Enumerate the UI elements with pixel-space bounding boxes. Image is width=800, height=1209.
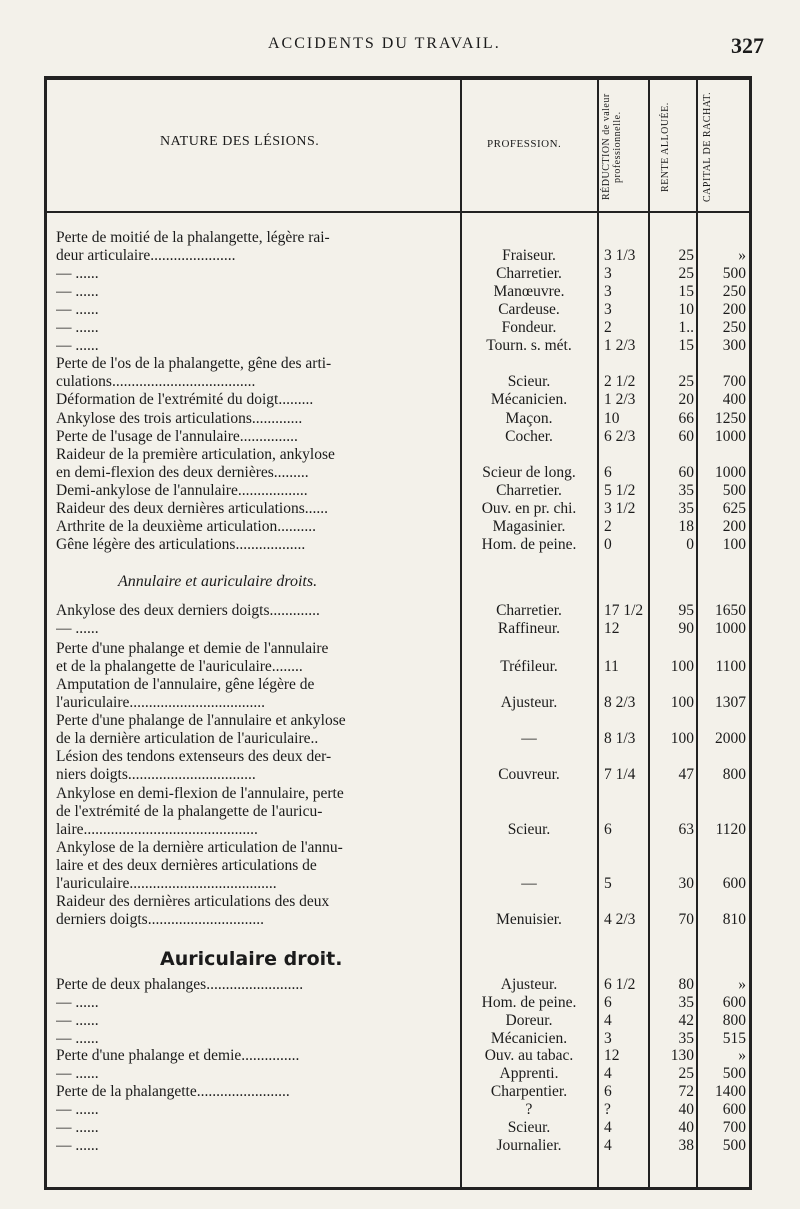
profession-cell: Tourn. s. mét. — [486, 337, 572, 355]
capital-cell: 400 — [722, 391, 746, 409]
table-row — [0, 373, 800, 391]
lesion-cell: laire et des deux dernières articulations de — [56, 856, 317, 874]
rente-cell: 10 — [678, 301, 694, 319]
capital-cell: 100 — [722, 535, 746, 553]
lesion-cell: Perte de l'os de la phalangette, gêne des arti- — [56, 355, 332, 373]
capital-cell: 1100 — [715, 658, 746, 676]
rente-cell: 18 — [678, 517, 694, 535]
rente-cell: 47 — [678, 766, 694, 784]
table-row — [0, 265, 800, 283]
reduction-cell: 1 2/3 — [604, 337, 636, 355]
reduction-cell: 2 — [604, 517, 612, 535]
rente-cell: 42 — [678, 1011, 694, 1029]
table-row — [0, 391, 800, 409]
capital-cell: 200 — [722, 301, 746, 319]
lesion-cell: Lésion des tendons extenseurs des deux der- — [56, 748, 332, 766]
lesion-cell: — ...... — [56, 319, 99, 337]
table-row — [0, 1047, 800, 1065]
header-rule — [44, 211, 752, 213]
lesion-cell: — ...... — [56, 1011, 99, 1029]
lesion-cell: Perte de la phalangette........................ — [56, 1083, 290, 1101]
lesion-cell: niers doigts................................. — [56, 766, 256, 784]
lesion-cell: et de la phalangette de l'auriculaire........ — [56, 658, 303, 676]
profession-cell: Scieur. — [507, 820, 551, 838]
lesion-cell: — ...... — [56, 1029, 99, 1047]
reduction-cell: 5 — [604, 874, 612, 892]
table-row — [0, 482, 800, 500]
table-row — [0, 785, 800, 803]
rente-cell: 40 — [678, 1100, 694, 1118]
lesion-cell: Raideur des dernières articulations des deux — [56, 892, 330, 910]
capital-cell: » — [738, 247, 746, 265]
capital-cell: 1000 — [715, 463, 746, 481]
reduction-cell: 6 — [604, 1083, 612, 1101]
table-row — [0, 694, 800, 712]
capital-cell: 1250 — [715, 409, 746, 427]
rente-cell: 95 — [678, 602, 694, 619]
table-row — [0, 658, 800, 676]
lesion-cell: Raideur des deux dernières articulations...... — [56, 499, 329, 517]
table-row — [0, 500, 800, 518]
rente-cell: 90 — [678, 620, 694, 638]
reduction-cell: 5 1/2 — [604, 481, 636, 499]
capital-cell: 800 — [722, 766, 746, 784]
lesion-cell: Déformation de l'extrémité du doigt......... — [56, 391, 314, 409]
table-row — [0, 355, 800, 373]
reduction-cell: 6 — [604, 993, 612, 1011]
capital-cell: 500 — [722, 1136, 746, 1154]
lesion-cell: — ...... — [56, 1065, 99, 1083]
profession-cell: Charretier. — [496, 265, 562, 283]
lesion-cell: Raideur de la première articulation, ankylose — [56, 445, 335, 463]
table-row — [0, 247, 800, 265]
table-row — [0, 821, 800, 839]
lesion-cell: Ankylose des deux derniers doigts............. — [56, 602, 320, 619]
reduction-cell: 6 — [604, 820, 612, 838]
reduction-cell: 3 1/2 — [604, 499, 636, 517]
lesion-cell: laire............................................. — [56, 820, 258, 838]
profession-cell: Maçon. — [505, 409, 553, 427]
table-row — [0, 1012, 800, 1030]
reduction-cell: 6 2/3 — [604, 427, 636, 445]
lesion-cell: Perte de l'usage de l'annulaire............... — [56, 427, 298, 445]
capital-cell: 600 — [722, 1100, 746, 1118]
capital-cell: 2000 — [715, 730, 746, 748]
rente-cell: 15 — [678, 283, 694, 301]
profession-cell: Fondeur. — [501, 319, 557, 337]
profession-cell: Charpentier. — [490, 1083, 568, 1101]
rente-cell: 63 — [678, 820, 694, 838]
capital-cell: 250 — [722, 283, 746, 301]
reduction-cell: 3 1/3 — [604, 247, 636, 265]
rente-cell: 100 — [670, 694, 694, 712]
rente-cell: 1.. — [678, 319, 694, 337]
capital-cell: 300 — [722, 337, 746, 355]
profession-cell: Magasinier. — [492, 517, 566, 535]
lesion-cell: Perte de moitié de la phalangette, légère rai- — [56, 229, 330, 246]
capital-cell: 700 — [722, 1118, 746, 1136]
profession-cell: Charretier. — [496, 602, 562, 619]
table-row — [0, 730, 800, 748]
table-row — [0, 410, 800, 428]
lesion-cell: — ...... — [56, 301, 99, 319]
reduction-cell: 6 1/2 — [604, 976, 636, 993]
lesion-cell: l'auriculaire................................... — [56, 694, 265, 712]
lesion-cell: Perte d'une phalange et demie............... — [56, 1047, 300, 1065]
rente-cell: 25 — [678, 373, 694, 391]
table-row — [0, 428, 800, 446]
reduction-cell: 1 2/3 — [604, 391, 636, 409]
profession-cell: Doreur. — [505, 1011, 553, 1029]
reduction-cell: 7 1/4 — [604, 766, 636, 784]
profession-cell: ? — [525, 1100, 533, 1118]
reduction-cell: 8 2/3 — [604, 694, 636, 712]
lesion-cell: culations..................................... — [56, 373, 256, 391]
rente-cell: 15 — [678, 337, 694, 355]
table-row — [0, 1101, 800, 1119]
table-row — [0, 640, 800, 658]
rente-cell: 60 — [678, 427, 694, 445]
capital-cell: 515 — [722, 1029, 746, 1047]
lesion-cell: en demi-flexion des deux dernières......... — [56, 463, 309, 481]
rente-cell: 130 — [670, 1047, 694, 1065]
lesion-cell: Arthrite de la deuxième articulation.......... — [56, 517, 316, 535]
rente-cell: 25 — [678, 265, 694, 283]
lesion-cell: — ...... — [56, 1100, 99, 1118]
table-row — [0, 676, 800, 694]
lesion-cell: Perte d'une phalange et demie de l'annulaire — [56, 640, 329, 658]
capital-cell: 500 — [722, 265, 746, 283]
table-row — [0, 229, 800, 247]
lesion-cell: — ...... — [56, 337, 99, 355]
rente-cell: 66 — [678, 409, 694, 427]
rente-cell: 20 — [678, 391, 694, 409]
reduction-cell: 12 — [604, 620, 620, 638]
reduction-cell: 4 — [604, 1136, 612, 1154]
lesion-cell: — ...... — [56, 993, 99, 1011]
running-title: ACCIDENTS DU TRAVAIL. — [268, 35, 501, 52]
capital-cell: 1307 — [715, 694, 746, 712]
lesion-cell: l'auriculaire...................................... — [56, 874, 277, 892]
lesion-cell: Ankylose en demi-flexion de l'annulaire, perte — [56, 784, 344, 802]
table-row — [0, 283, 800, 301]
profession-cell: Hom. de peine. — [481, 993, 577, 1011]
table-row — [0, 301, 800, 319]
reduction-cell: 12 — [604, 1047, 620, 1065]
table-row — [0, 464, 800, 482]
page-number: 327 — [731, 33, 764, 58]
lesion-cell: — ...... — [56, 265, 99, 283]
rente-cell: 35 — [678, 481, 694, 499]
lesion-cell: Perte de deux phalanges......................... — [56, 976, 304, 993]
reduction-cell: 3 — [604, 1029, 612, 1047]
rente-cell: 0 — [686, 535, 694, 553]
reduction-cell: 6 — [604, 463, 612, 481]
header-reduction: RÉDUCTION de valeur professionnelle. — [601, 93, 623, 201]
reduction-cell: 4 — [604, 1118, 612, 1136]
capital-cell: » — [738, 976, 746, 993]
lesion-cell: de l'extrémité de la phalangette de l'auricu- — [56, 802, 323, 820]
capital-cell: 600 — [722, 993, 746, 1011]
capital-cell: 1400 — [715, 1083, 746, 1101]
profession-cell: Scieur. — [507, 1118, 551, 1136]
capital-cell: 1120 — [715, 820, 746, 838]
table-row — [0, 748, 800, 766]
capital-cell: » — [738, 1047, 746, 1065]
lesion-cell: — ...... — [56, 1118, 99, 1136]
table-row — [0, 911, 800, 929]
reduction-cell: 11 — [604, 658, 619, 676]
table-row — [0, 1137, 800, 1155]
header-nature: NATURE DES LÉSIONS. — [160, 134, 320, 149]
profession-cell: Mécanicien. — [490, 1029, 568, 1047]
reduction-cell: 4 — [604, 1011, 612, 1029]
reduction-cell: 3 — [604, 301, 612, 319]
table-row — [0, 536, 800, 554]
lesion-cell: Demi-ankylose de l'annulaire.................. — [56, 481, 308, 499]
table-row — [0, 602, 800, 620]
capital-cell: 1000 — [715, 427, 746, 445]
profession-cell: Manœuvre. — [493, 283, 565, 301]
capital-cell: 1000 — [715, 620, 746, 638]
lesion-cell: derniers doigts.............................. — [56, 910, 264, 928]
rente-cell: 38 — [678, 1136, 694, 1154]
table-row — [0, 803, 800, 821]
reduction-cell: 10 — [604, 409, 620, 427]
capital-cell: 500 — [722, 481, 746, 499]
lesion-cell: — ...... — [56, 283, 99, 301]
rente-cell: 35 — [678, 499, 694, 517]
table-row — [0, 518, 800, 536]
table-row — [0, 1119, 800, 1137]
running-head — [0, 33, 800, 63]
reduction-cell: 4 2/3 — [604, 910, 636, 928]
rente-cell: 100 — [670, 730, 694, 748]
rente-cell: 80 — [678, 976, 694, 993]
profession-cell: Ajusteur. — [500, 976, 558, 993]
table-row — [0, 839, 800, 857]
capital-cell: 200 — [722, 517, 746, 535]
capital-cell: 625 — [722, 499, 746, 517]
rente-cell: 70 — [678, 910, 694, 928]
profession-cell: Raffineur. — [497, 620, 561, 638]
reduction-cell: 3 — [604, 283, 612, 301]
section-heading-auriculaire: Auriculaire droit. — [160, 948, 343, 970]
profession-cell: Ouv. au tabac. — [484, 1047, 574, 1065]
table-row — [0, 337, 800, 355]
rente-cell: 72 — [678, 1083, 694, 1101]
rente-cell: 40 — [678, 1118, 694, 1136]
capital-cell: 600 — [722, 874, 746, 892]
table-row — [0, 620, 800, 638]
rente-cell: 25 — [678, 247, 694, 265]
profession-cell: Cardeuse. — [498, 301, 560, 319]
lesion-cell: Amputation de l'annulaire, gêne légère de — [56, 676, 315, 694]
profession-cell: Scieur de long. — [482, 463, 576, 481]
reduction-cell: 17 1/2 — [604, 602, 644, 619]
table-row — [0, 1030, 800, 1048]
reduction-cell: ? — [604, 1100, 611, 1118]
reduction-cell: 0 — [604, 535, 612, 553]
profession-cell: Ajusteur. — [500, 694, 558, 712]
profession-cell: Fraiseur. — [502, 247, 556, 265]
profession-cell: Scieur. — [507, 373, 551, 391]
lesion-cell: Ankylose de la dernière articulation de l'annu- — [56, 838, 343, 856]
rente-cell: 25 — [678, 1065, 694, 1083]
profession-cell: Ouv. en pr. chi. — [481, 499, 577, 517]
table-row — [0, 1065, 800, 1083]
table-row — [0, 875, 800, 893]
rente-cell: 60 — [678, 463, 694, 481]
rente-cell: 100 — [670, 658, 694, 676]
profession-cell: — — [521, 730, 537, 748]
capital-cell: 500 — [722, 1065, 746, 1083]
lesion-cell: Gêne légère des articulations.................. — [56, 535, 306, 553]
lesion-cell: deur articulaire...................... — [56, 247, 236, 265]
table-row — [0, 893, 800, 911]
table-row — [0, 857, 800, 875]
lesion-cell: — ...... — [56, 1136, 99, 1154]
reduction-cell: 4 — [604, 1065, 612, 1083]
section-heading-annulaire-auriculaire: Annulaire et auriculaire droits. — [118, 573, 318, 590]
capital-cell: 700 — [722, 373, 746, 391]
capital-cell: 810 — [722, 910, 746, 928]
profession-cell: Mécanicien. — [490, 391, 568, 409]
profession-cell: — — [521, 874, 537, 892]
table-row — [0, 446, 800, 464]
lesion-cell: Ankylose des trois articulations............. — [56, 409, 303, 427]
reduction-cell: 3 — [604, 265, 612, 283]
lesion-cell: — ...... — [56, 620, 99, 638]
rente-cell: 35 — [678, 1029, 694, 1047]
capital-cell: 1650 — [715, 602, 746, 619]
reduction-cell: 8 1/3 — [604, 730, 636, 748]
rente-cell: 30 — [678, 874, 694, 892]
table-row — [0, 766, 800, 784]
table-row — [0, 1083, 800, 1101]
profession-cell: Tréfileur. — [500, 658, 558, 676]
lesion-cell: Perte d'une phalange de l'annulaire et ankylose — [56, 712, 346, 730]
profession-cell: Apprenti. — [499, 1065, 559, 1083]
profession-cell: Couvreur. — [498, 766, 560, 784]
reduction-cell: 2 1/2 — [604, 373, 636, 391]
lesion-cell: de la dernière articulation de l'auriculaire.. — [56, 730, 319, 748]
profession-cell: Cocher. — [505, 427, 553, 445]
header-rente: RENTE ALLOUÉE. — [660, 102, 671, 192]
profession-cell: Charretier. — [496, 481, 562, 499]
header-profession: PROFESSION. — [487, 138, 562, 150]
table-row — [0, 319, 800, 337]
table-row — [0, 712, 800, 730]
profession-cell: Menuisier. — [496, 910, 562, 928]
capital-cell: 800 — [722, 1011, 746, 1029]
rente-cell: 35 — [678, 993, 694, 1011]
capital-cell: 250 — [722, 319, 746, 337]
table-row — [0, 994, 800, 1012]
profession-cell: Journalier. — [496, 1136, 562, 1154]
header-capital: CAPITAL DE RACHAT. — [702, 91, 713, 203]
reduction-cell: 2 — [604, 319, 612, 337]
table-row — [0, 976, 800, 994]
profession-cell: Hom. de peine. — [481, 535, 577, 553]
